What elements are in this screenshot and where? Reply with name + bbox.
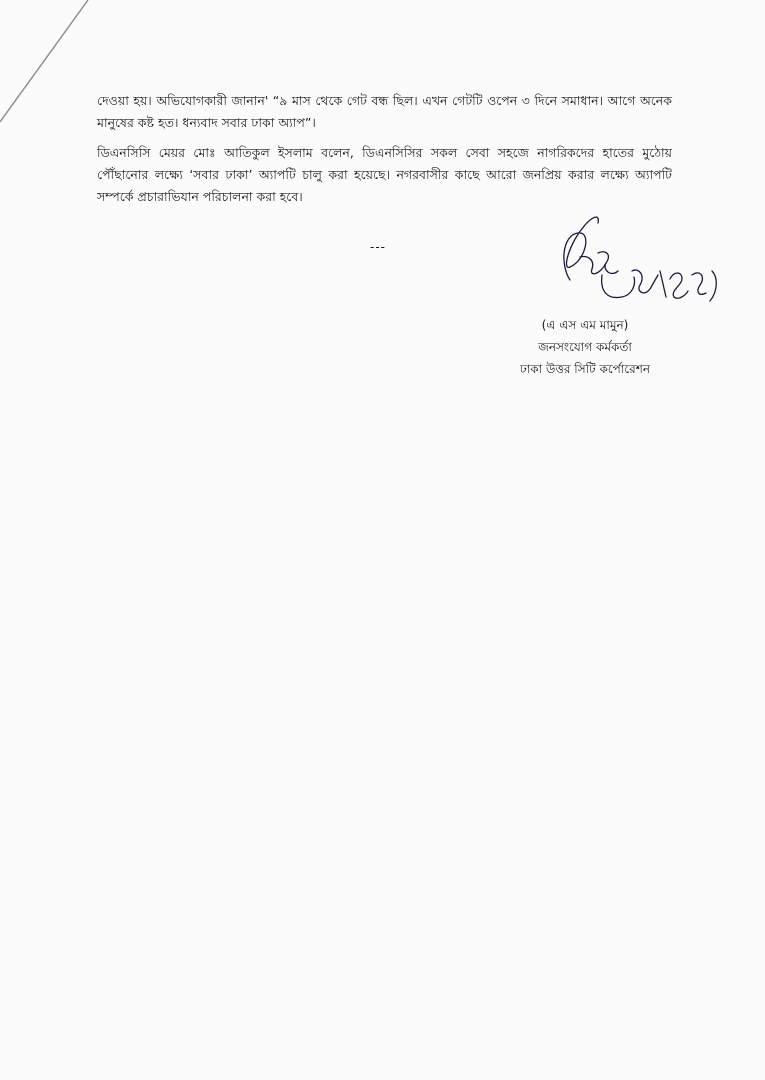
signature-block: [495, 314, 675, 380]
body-paragraph-1: দেওয়া হয়। অভিযোগকারী জানান' “৯ মাস থেকে গেট বন্ধ ছিল। এখন গেটটি ওপেন ৩ দিনে সমাধান। আগে অনেক মানুষের কষ্ট হত। ধন্যবাদ সবার ঢাকা অ্যাপ”।: [97, 93, 672, 130]
signatory-name: (এ এস এম মামুন): [541, 318, 629, 332]
body-paragraph-2: ডিএনসিসি মেয়র মোঃ আতিকুল ইসলাম বলেন, ডিএনসিসির সকল সেবা সহজে নাগরিকদের হাতের মুঠোয় পৌঁছানোর লক্ষ্যে ‘সবার ঢাকা’ অ্যাপটি চালু করা হয়েছে। নগরবাসীর কাছে আরো জনপ্রিয় করার লক্ষ্যে অ্যাপটি সম্পর্কে প্রচারাভিযান পরিচালনা করা হবে।: [97, 145, 672, 204]
signatory-organization: ঢাকা উত্তর সিটি কর্পোরেশন: [520, 362, 650, 376]
signatory-designation: জনসংযোগ কর্মকর্তা: [538, 340, 632, 354]
separator: ---: [370, 240, 386, 254]
handwritten-signature-icon: [540, 205, 725, 325]
